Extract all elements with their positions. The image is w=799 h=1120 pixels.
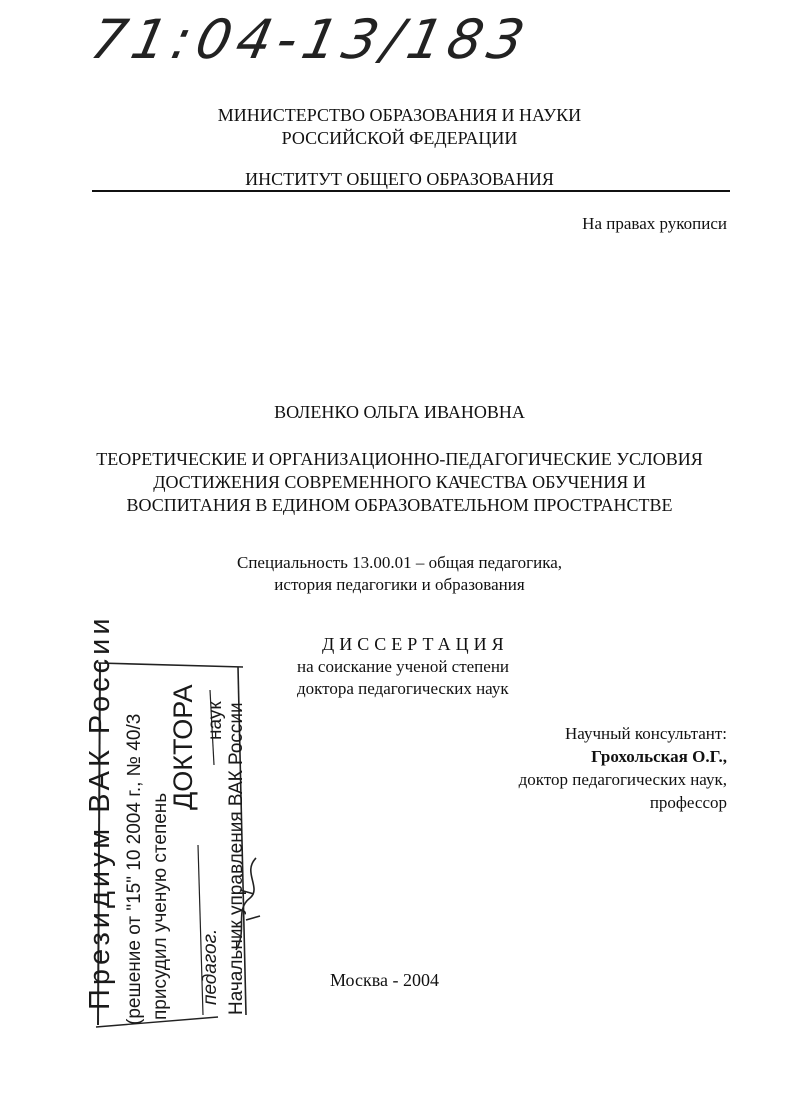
dissertation-title xyxy=(0,448,799,517)
manuscript-note: На правах рукописи xyxy=(582,214,727,233)
degree-sought xyxy=(297,656,509,700)
consultant-label: Научный консультант: xyxy=(565,724,727,743)
specialty-line: Специальность 13.00.01 – общая педагогика, xyxy=(237,553,562,572)
stamp-presidium: Президиум ВАК России xyxy=(84,614,116,1010)
ministry-line-1: МИНИСТЕРСТВО ОБРАЗОВАНИЯ И НАУКИ xyxy=(217,105,582,125)
ministry-line-2: РОССИЙСКОЙ ФЕДЕРАЦИИ xyxy=(281,128,518,148)
signature xyxy=(228,850,268,960)
stamp-head-signature: Начальник управления ВАК России xyxy=(226,702,247,1015)
degree-line: доктора педагогических наук xyxy=(297,679,509,698)
stamp-awarded: присудил ученую степень xyxy=(150,792,171,1020)
header-divider xyxy=(92,190,730,192)
specialty xyxy=(0,552,799,596)
title-line: ВОСПИТАНИЯ В ЕДИНОМ ОБРАЗОВАТЕЛЬНОМ ПРОСТРАНСТВЕ xyxy=(126,495,673,515)
title-line: ДОСТИЖЕНИЯ СОВРЕМЕННОГО КАЧЕСТВА ОБУЧЕНИЯ И xyxy=(153,472,646,492)
consultant-degree: доктор педагогических наук, xyxy=(518,770,727,789)
scientific-consultant xyxy=(519,722,727,814)
specialty-line: история педагогики и образования xyxy=(274,575,525,594)
degree-line: на соискание ученой степени xyxy=(297,657,510,676)
stamp-degree: ДОКТОРА xyxy=(168,684,198,810)
author-name: ВОЛЕНКО ОЛЬГА ИВАНОВНА xyxy=(274,402,525,422)
dissertation-label: ДИССЕРТАЦИЯ xyxy=(322,634,509,654)
stamp-decision: (решение от "15" 10 2004 г., № 40/3 xyxy=(124,713,145,1025)
ministry-header xyxy=(0,104,799,150)
consultant-name: Грохольская О.Г., xyxy=(591,747,727,766)
stamp-field-handwritten: педагог. xyxy=(200,928,221,1005)
institute-name: ИНСТИТУТ ОБЩЕГО ОБРАЗОВАНИЯ xyxy=(245,169,554,189)
title-line: ТЕОРЕТИЧЕСКИЕ И ОРГАНИЗАЦИОННО-ПЕДАГОГИЧЕСКИЕ УСЛОВИЯ xyxy=(96,449,703,469)
stamp-science: наук xyxy=(205,701,226,740)
city-year: Москва - 2004 xyxy=(330,970,439,990)
consultant-rank: профессор xyxy=(649,793,727,812)
archive-code: 71:04-13/183 xyxy=(85,8,536,71)
